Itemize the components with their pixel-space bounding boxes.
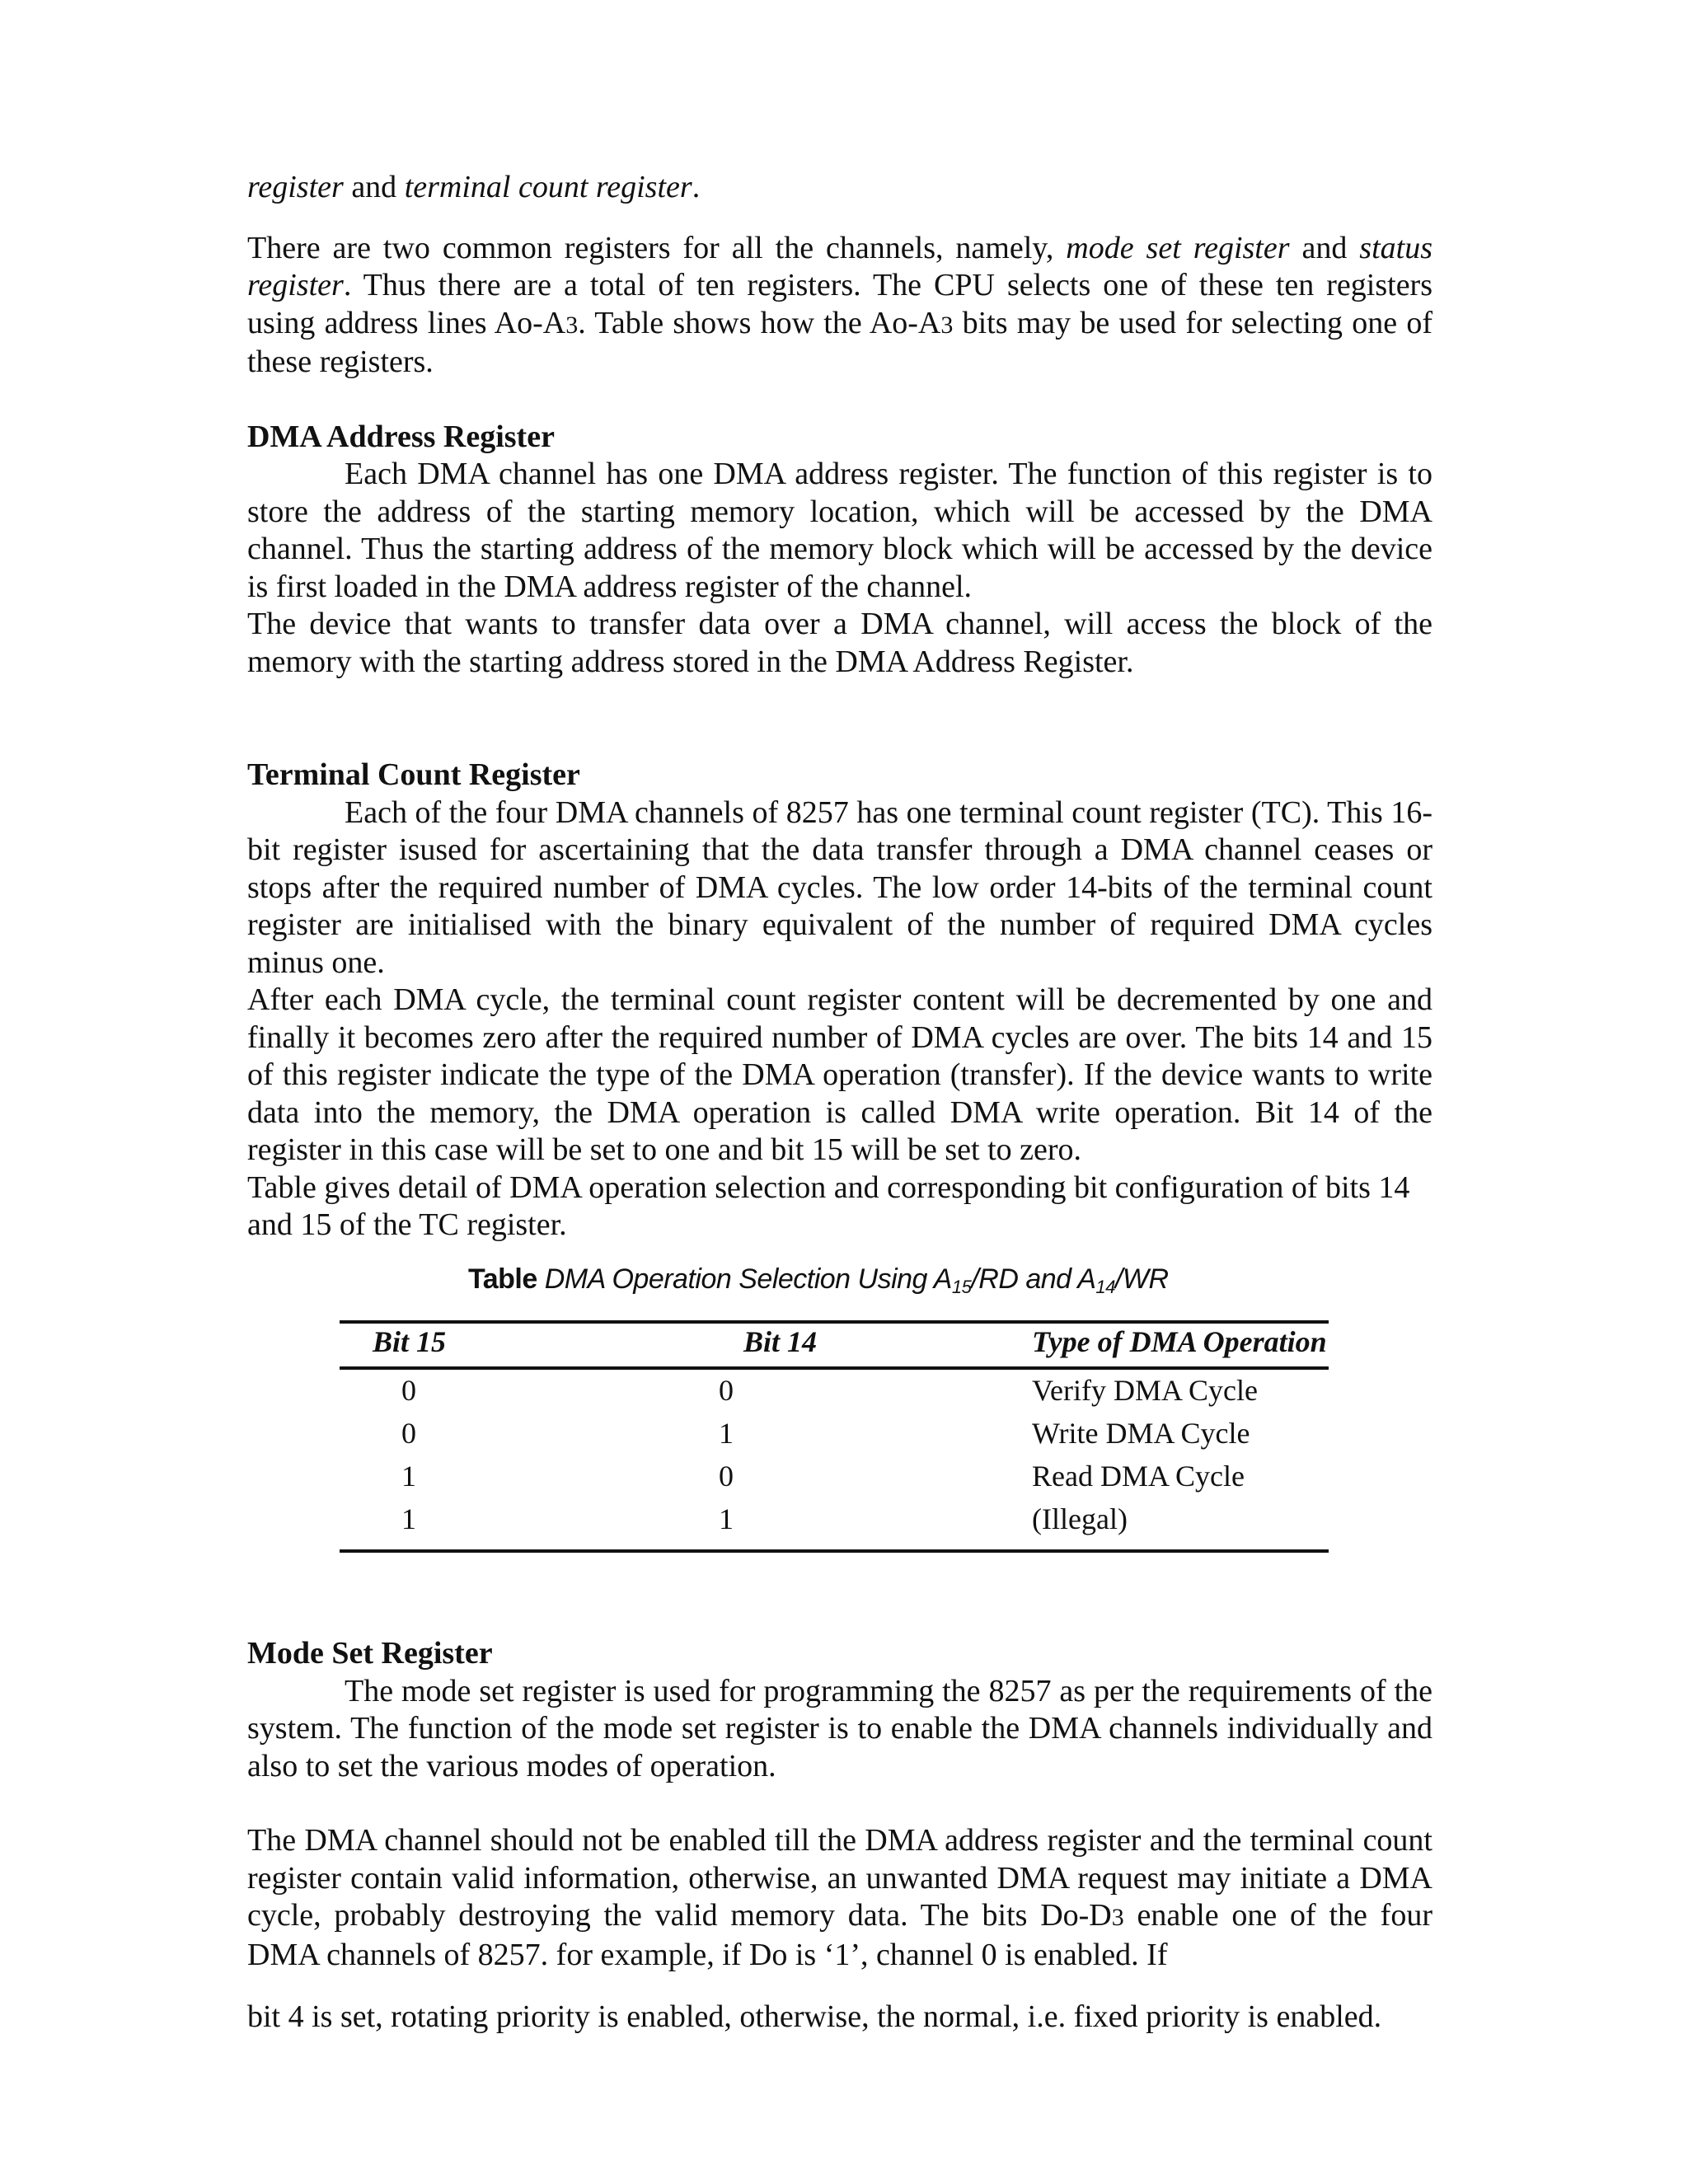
intro-italic-terminal: terminal count register xyxy=(404,170,692,204)
subscript: 3 xyxy=(1111,1904,1124,1931)
subscript: 3 xyxy=(565,311,579,339)
table-header-row xyxy=(340,1322,1329,1368)
common-registers-paragraph xyxy=(247,230,1432,382)
para-text: enable one of the four DMA channels of 8257. for example, if Do is ‘1’, channel 0 is enabled. If xyxy=(247,1898,1432,1972)
cell-bit-15: 1 xyxy=(401,1460,416,1493)
caption-subscript: 15 xyxy=(951,1276,972,1297)
mode-set-paragraph-1: The mode set register is used for programming the 8257 as per the requirements of the system. The function of the mode set register is to enable the DMA channels individually and also to set the various modes of operation. xyxy=(247,1673,1432,1783)
intro-line xyxy=(247,169,1432,207)
para-text: The DMA channel should not be enabled till the DMA address register and the terminal count register contain valid information, otherwise, an unwanted DMA request may initiate a DMA cycle, probably destroying the valid memory data. The bits Do-D xyxy=(247,1823,1432,1933)
dma-operation-table xyxy=(340,1320,1329,1553)
cell-bit-14: 1 xyxy=(719,1498,1032,1551)
table-row xyxy=(340,1368,1329,1413)
caption-text: /RD and A xyxy=(971,1263,1096,1295)
intro-italic-register: register xyxy=(247,170,344,204)
header-bit-14: Bit 14 xyxy=(719,1322,1032,1368)
subscript: 3 xyxy=(940,311,954,339)
intro-text: and xyxy=(343,170,405,204)
caption-subscript: 14 xyxy=(1095,1276,1115,1297)
cell-bit-14: 0 xyxy=(719,1460,734,1493)
cell-bit-15: 1 xyxy=(340,1498,719,1551)
dma-address-paragraph-1: Each DMA channel has one DMA address register. The function of this register is to store the address of the starting memory location, which will be accessed by the DMA channel. Thus the starting address of the memory block which will be accessed by the device is first loaded in the DMA address register of the channel. xyxy=(247,457,1432,604)
italic-status: status register xyxy=(247,230,1432,302)
cell-type: Verify DMA Cycle xyxy=(1032,1374,1258,1408)
para-text: . Thus there are a total of ten registers. The CPU selects one of these ten registers using address lines Ao-A xyxy=(247,268,1432,340)
table-caption xyxy=(468,1261,1432,1306)
caption-label: Table xyxy=(468,1263,537,1295)
terminal-count-paragraph-2: After each DMA cycle, the terminal count register content will be decremented by one and finally it becomes zero after the required number of DMA cycles are over. The bits 14 and 15 of this register indicate the type of the DMA operation (transfer). If the device wants to write data into the memory, the DMA operation is called DMA write operation. Bit 14 of the register in this case will be set to one and bit 15 will be set to zero. xyxy=(247,982,1432,1167)
cell-type: (Illegal) xyxy=(1032,1498,1329,1551)
mode-set-paragraph-3: bit 4 is set, rotating priority is enabled, otherwise, the normal, i.e. fixed priority is enabled. xyxy=(247,1999,1382,2034)
mode-set-paragraph-2 xyxy=(247,1822,1432,1974)
cell-bit-14: 0 xyxy=(719,1374,734,1408)
caption-text: /WR xyxy=(1114,1263,1169,1295)
intro-end: . xyxy=(692,170,701,204)
cell-bit-14: 1 xyxy=(719,1417,734,1451)
terminal-count-paragraph-3: Table gives detail of DMA operation selection and corresponding bit configuration of bits 14 and 15 of the TC register. xyxy=(247,1169,1410,1242)
section-heading-dma-address: DMA Address Register xyxy=(247,419,555,454)
caption-text: DMA Operation Selection Using A xyxy=(537,1263,952,1295)
table-row xyxy=(340,1455,1329,1498)
para-text: bits may be used for selecting one of these registers. xyxy=(247,305,1432,379)
document-page xyxy=(247,169,1432,2036)
para-text: . Table shows how the Ao-A xyxy=(578,305,941,340)
section-heading-terminal-count: Terminal Count Register xyxy=(247,757,580,792)
cell-bit-15: 0 xyxy=(401,1374,416,1408)
table-row xyxy=(340,1413,1329,1455)
cell-type: Write DMA Cycle xyxy=(1032,1417,1250,1451)
italic-mode-set: mode set register xyxy=(1066,230,1290,265)
para-text: There are two common registers for all the channels, namely, xyxy=(247,230,1067,265)
cell-type: Read DMA Cycle xyxy=(1032,1460,1245,1493)
cell-bit-15: 0 xyxy=(401,1417,416,1451)
para-text: and xyxy=(1289,230,1360,265)
header-bit-15: Bit 15 xyxy=(340,1322,719,1368)
table-row xyxy=(340,1498,1329,1551)
dma-address-paragraph-2: The device that wants to transfer data over a DMA channel, will access the block of the memory with the starting address stored in the DMA Address Register. xyxy=(247,607,1432,679)
header-type: Type of DMA Operation xyxy=(1032,1322,1329,1368)
terminal-count-paragraph-1: Each of the four DMA channels of 8257 has one terminal count register (TC). This 16-bit register isused for ascertaining that the data transfer through a DMA channel ceases or stops after the required number of DMA cycles. The low order 14-bits of the terminal count register are initialised with the binary equivalent of the number of required DMA cycles minus one. xyxy=(247,794,1432,980)
section-heading-mode-set: Mode Set Register xyxy=(247,1636,493,1671)
